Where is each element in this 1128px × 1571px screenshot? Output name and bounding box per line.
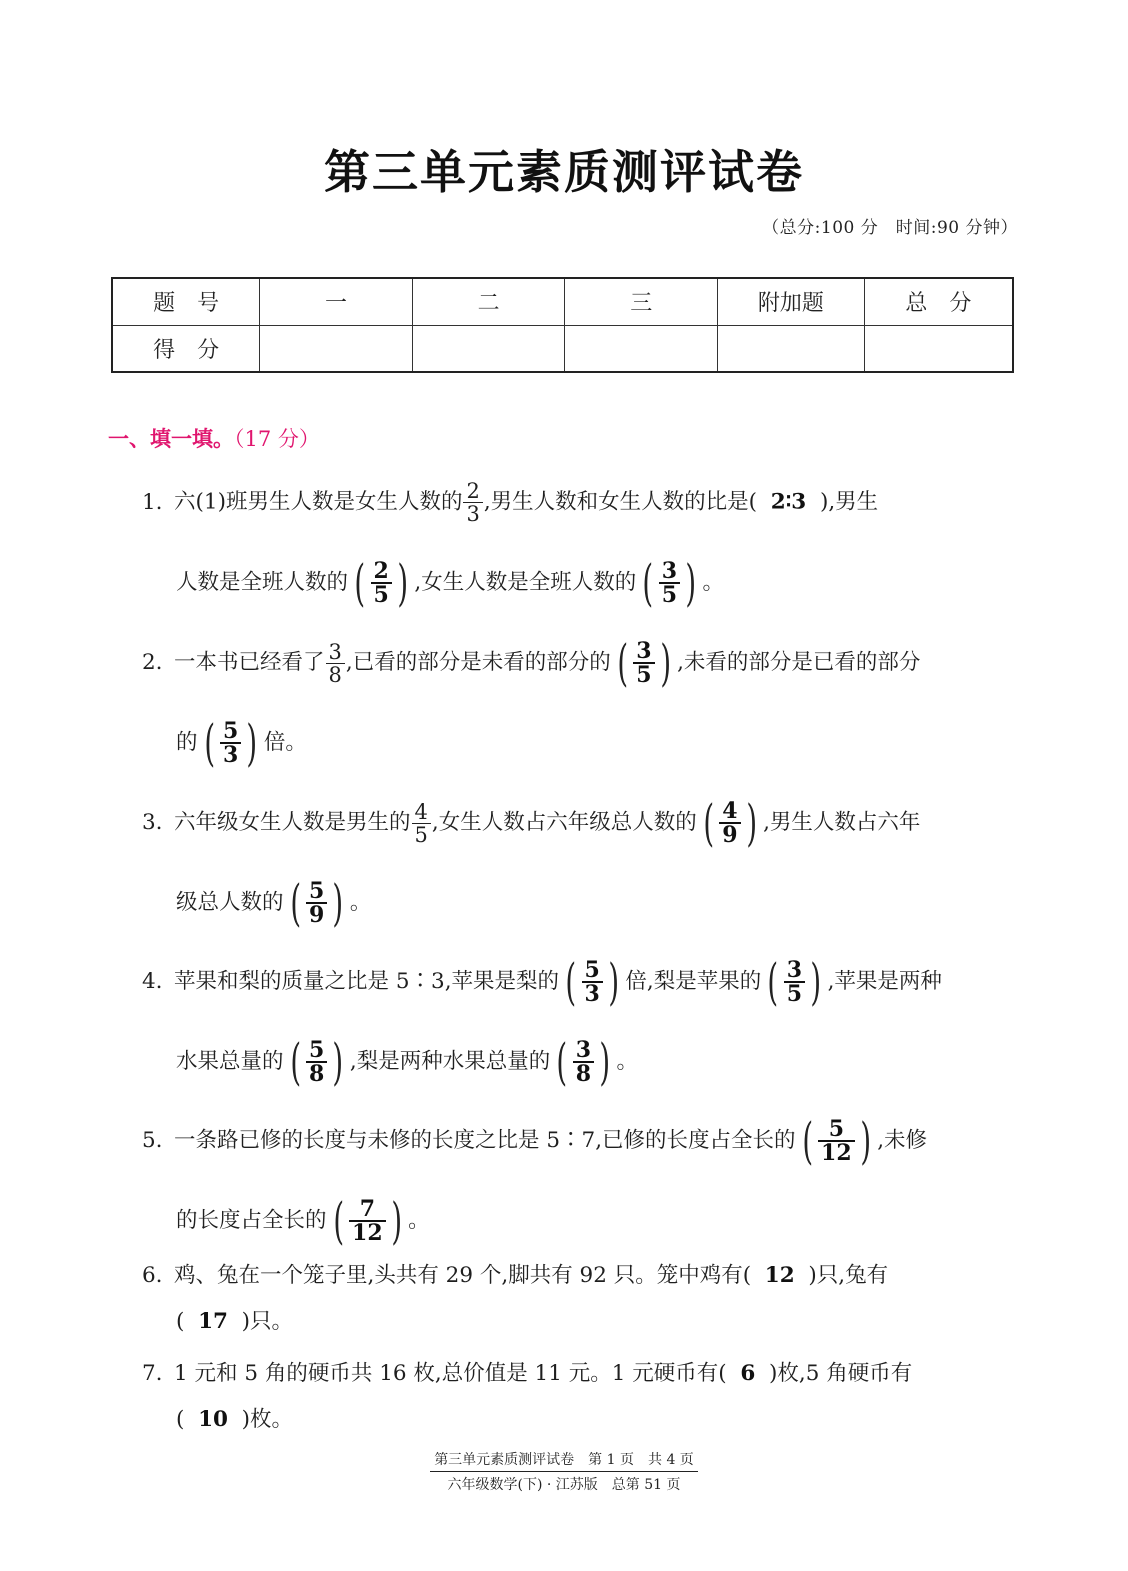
question-text: ( — [176, 1407, 185, 1432]
denominator: 5 — [633, 662, 654, 686]
question-text: 一条路已修的长度与未修的长度之比是 5∶7,已修的长度占全长的 — [174, 1128, 796, 1153]
denominator: 8 — [326, 663, 345, 686]
question-number: 7. — [142, 1361, 163, 1386]
numerator: 3 — [328, 639, 342, 664]
numerator: 4 — [722, 798, 738, 824]
numerator: 5 — [584, 957, 600, 983]
score-cell-bonus[interactable] — [718, 325, 865, 372]
question-6-line-1 — [142, 1259, 888, 1293]
question-text: ,男生人数占六年 — [763, 810, 921, 835]
question-number: 4. — [142, 969, 163, 994]
question-4-line-1 — [142, 953, 942, 1011]
question-number: 5. — [142, 1128, 163, 1153]
question-text: 。 — [408, 1208, 430, 1233]
question-text: 。 — [349, 890, 372, 915]
answer-fraction: ( $\frac{3}{5}$ ) — [617, 634, 671, 692]
answer-fraction: ( $\frac{7}{12}$ ) — [332, 1192, 402, 1250]
question-text: 倍。 — [263, 730, 307, 755]
question-6-line-2 — [176, 1305, 293, 1339]
numerator: 2 — [466, 479, 480, 503]
numerator: 5 — [309, 1037, 325, 1063]
numerator: 3 — [786, 957, 803, 983]
question-number: 3. — [142, 810, 163, 835]
answer-fraction: ( $\frac{3}{5}$ ) — [767, 953, 822, 1011]
fraction — [326, 641, 345, 686]
question-text: ,未修 — [877, 1128, 928, 1153]
denominator: 12 — [349, 1220, 386, 1244]
header-cell: 一 — [260, 278, 413, 325]
question-2-line-2 — [176, 714, 307, 772]
score-table — [111, 277, 1014, 373]
question-text: 。 — [702, 570, 725, 595]
question-text: 。 — [616, 1049, 639, 1074]
score-cell-2[interactable] — [412, 325, 565, 372]
answer-fraction: ( $\frac{3}{5}$ ) — [642, 554, 697, 612]
denominator: 5 — [371, 582, 392, 606]
question-text: ( — [176, 1309, 185, 1334]
row-label: 得 分 — [112, 325, 260, 372]
question-text: )枚,5 角硬币有 — [768, 1361, 913, 1386]
question-text: 一本书已经看了 — [174, 650, 325, 675]
denominator: 5 — [659, 582, 680, 606]
header-cell: 题 号 — [112, 278, 260, 325]
question-2-line-1 — [142, 634, 921, 692]
question-text: ,女生人数是全班人数的 — [414, 570, 637, 595]
denominator: 8 — [306, 1061, 327, 1085]
header-cell: 三 — [565, 278, 718, 325]
question-5-line-1 — [142, 1112, 928, 1170]
numerator: 4 — [414, 799, 428, 824]
header-cell: 总 分 — [864, 278, 1013, 325]
question-text: 1 元和 5 角的硬币共 16 枚,总价值是 11 元。1 元硬币有( — [174, 1361, 727, 1386]
answer: 17 — [198, 1309, 228, 1334]
score-cell-1[interactable] — [260, 325, 413, 372]
score-table-score-row — [112, 325, 1013, 372]
question-text: ,梨是两种水果总量的 — [349, 1049, 551, 1074]
answer: 6 — [740, 1361, 756, 1386]
question-text: 水果总量的 — [176, 1049, 284, 1074]
numerator: 7 — [359, 1196, 375, 1222]
numerator: 3 — [661, 558, 678, 584]
numerator: 5 — [309, 878, 325, 904]
denominator: 9 — [306, 902, 327, 926]
answer-fraction: ( $\frac{5}{8}$ ) — [289, 1033, 344, 1091]
question-text: ),男生 — [819, 489, 879, 515]
question-1-line-1 — [142, 480, 878, 525]
answer-fraction: ( $\frac{3}{8}$ ) — [556, 1033, 611, 1091]
answer-fraction: ( $\frac{4}{9}$ ) — [703, 794, 757, 852]
numerator: 3 — [575, 1037, 592, 1063]
answer-fraction: ( $\frac{5}{12}$ ) — [801, 1112, 871, 1170]
question-text: )枚。 — [241, 1407, 294, 1432]
denominator: 3 — [220, 742, 241, 766]
denominator: 9 — [719, 822, 740, 846]
header-cell: 二 — [412, 278, 565, 325]
question-3-line-2 — [176, 874, 372, 932]
question-text: 鸡、兔在一个笼子里,头共有 29 个,脚共有 92 只。笼中鸡有( — [174, 1263, 752, 1288]
question-text: 倍,梨是苹果的 — [625, 969, 762, 994]
question-text: ,女生人数占六年级总人数的 — [431, 810, 697, 835]
denominator: 5 — [784, 981, 805, 1005]
question-text: 苹果和梨的质量之比是 5∶3,苹果是梨的 — [174, 969, 560, 994]
question-1-line-2 — [176, 554, 725, 612]
exam-meta: （总分:100 分 时间:90 分钟） — [762, 218, 1018, 238]
answer: 10 — [198, 1407, 228, 1432]
score-cell-3[interactable] — [565, 325, 718, 372]
answer: 12 — [764, 1263, 795, 1288]
question-5-line-2 — [176, 1192, 430, 1250]
section-label: 一、填一填。 — [108, 427, 234, 451]
fraction — [412, 801, 431, 846]
question-number: 6. — [142, 1263, 163, 1288]
denominator: 3 — [582, 981, 603, 1005]
footer-page-info — [0, 1449, 1128, 1472]
answer-fraction: ( $\frac{5}{9}$ ) — [289, 874, 344, 932]
numerator: 5 — [828, 1116, 845, 1142]
question-text: ,男生人数和女生人数的比是( — [483, 489, 758, 515]
question-text: ,未看的部分是已看的部分 — [677, 650, 921, 675]
numerator: 5 — [223, 718, 239, 744]
question-3-line-1 — [142, 794, 921, 852]
question-text: 六年级女生人数是男生的 — [174, 810, 411, 835]
header-cell: 附加题 — [718, 278, 865, 325]
section-heading — [108, 423, 320, 453]
question-text: )只。 — [241, 1309, 294, 1334]
denominator: 8 — [573, 1061, 594, 1085]
answer-fraction: ( $\frac{5}{3}$ ) — [565, 953, 619, 1011]
answer: 2∶3 — [770, 489, 807, 515]
page-title: 第三单元素质测评试卷 — [324, 145, 804, 199]
fraction — [463, 480, 482, 525]
numerator: 2 — [373, 558, 389, 584]
question-text: ,已看的部分是未看的部分的 — [345, 650, 611, 675]
footer-book-info: 六年级数学(下) · 江苏版 总第 51 页 — [447, 1477, 681, 1493]
question-7-line-2 — [176, 1403, 293, 1437]
question-text: 人数是全班人数的 — [176, 570, 349, 595]
question-text: 的长度占全长的 — [176, 1208, 327, 1233]
numerator: 3 — [636, 638, 652, 664]
question-text: 六(1)班男生人数是女生人数的 — [174, 489, 463, 515]
denominator: 3 — [463, 502, 482, 525]
score-table-header-row — [112, 278, 1013, 325]
question-number: 2. — [142, 650, 163, 675]
question-text: ,苹果是两种 — [827, 969, 942, 994]
footer-line-1: 第三单元素质测评试卷 第 1 页 共 4 页 — [430, 1449, 698, 1472]
score-cell-total[interactable] — [864, 325, 1013, 372]
question-text: 的 — [176, 730, 198, 755]
question-number: 1. — [142, 489, 163, 515]
answer-fraction: ( $\frac{2}{5}$ ) — [354, 554, 408, 612]
question-4-line-2 — [176, 1033, 639, 1091]
question-text: )只,兔有 — [808, 1263, 889, 1288]
section-points: （17 分） — [234, 427, 320, 451]
answer-fraction: ( $\frac{5}{3}$ ) — [203, 714, 258, 772]
denominator: 12 — [818, 1140, 855, 1164]
question-text: 级总人数的 — [176, 890, 284, 915]
denominator: 5 — [412, 823, 431, 846]
question-7-line-1 — [142, 1357, 912, 1391]
